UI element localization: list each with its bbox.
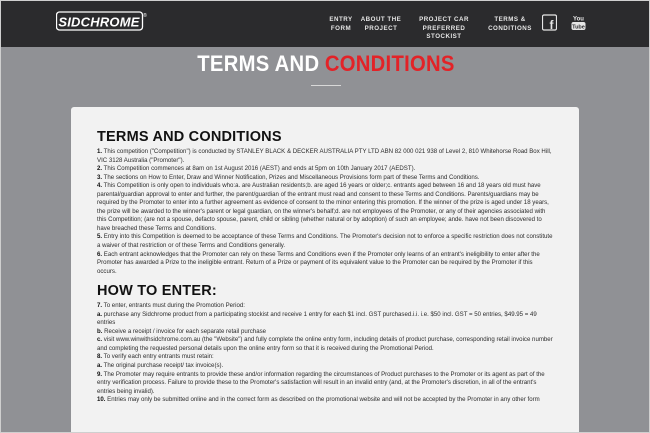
how-to-enter-heading: HOW TO ENTER: (97, 283, 217, 300)
clause-number: 7. (97, 302, 103, 310)
clause (97, 174, 553, 183)
clause-number: c. (97, 336, 103, 344)
nav-about-project[interactable] (360, 16, 402, 33)
clause-number: 6. (97, 250, 103, 258)
site-header (1, 1, 650, 47)
facebook-icon[interactable] (542, 14, 557, 31)
clause-text: Receive a receipt / invoice for each separate retail purchase (102, 327, 267, 335)
nav-label-line1: ENTRY (329, 16, 353, 23)
clause-number: a. (97, 362, 103, 370)
clause-text: The Promoter may require entrants to provide these and/or information regarding the circumstances of Product purchases to the Promoter or its agent as part of the entry verification process. Failure to provide these to the Promoter's satisfaction will result in an invalid entry (and, at the Promoter's discretion, in all of the entrant's entries being invalid). (97, 370, 545, 395)
logo-text: SIDCHROME (58, 14, 140, 30)
svg-text:f: f (549, 18, 554, 31)
clause (97, 362, 553, 371)
clause (97, 328, 553, 337)
clause (97, 233, 553, 250)
clause (97, 311, 553, 328)
clause-number: 1. (97, 148, 103, 155)
nav-terms-conditions[interactable] (487, 16, 533, 33)
clause-number: 3. (97, 173, 103, 181)
clause (97, 302, 553, 311)
clause-text: The sections on How to Enter, Draw and Winner Notification, Prizes and Miscellaneous Provisions form part of these Terms and Conditions. (102, 173, 480, 181)
svg-text:Tube: Tube (572, 24, 585, 31)
how-to-enter-list (97, 302, 553, 405)
clause-number: 2. (97, 165, 103, 173)
clause-number: 8. (97, 353, 103, 361)
clause-text: Entries may only be submitted online and in the correct form as described on the promotional website and will not be accepted by the Promoter in any other form (105, 396, 540, 404)
clause (97, 353, 553, 362)
clause-number: 4. (97, 182, 103, 190)
title-divider (311, 85, 341, 86)
page-title-red: CONDITIONS (324, 51, 455, 76)
nav-entry-form[interactable] (326, 16, 356, 33)
nav-label-line1: TERMS & (494, 16, 526, 23)
page-title (27, 51, 625, 77)
registered-mark: ® (143, 13, 147, 19)
page-title-white: TERMS AND (197, 51, 320, 76)
clause-text: This competition ("Competition") is conducted by STANLEY BLACK & DECKER AUSTRALIA PTY LTD ABN 82 000 021 938 of Level 2, 810 Whitehorse Road Box Hill, VIC 3128 Australia ("Promoter"). (97, 148, 552, 164)
clause-number: b. (97, 327, 103, 335)
clause-number: 10. (97, 396, 106, 404)
terms-list (97, 148, 553, 276)
nav-label-line2: CONDITIONS (488, 24, 532, 32)
clause (97, 165, 553, 174)
clause (97, 148, 553, 165)
clause-number: 5. (97, 233, 103, 241)
nav-label-line2: FORM (330, 24, 352, 32)
sidchrome-logo[interactable] (56, 9, 148, 35)
clause-text: Entry into this Competition is deemed to be acceptance of these Terms and Conditions. The Promoter's decision not to enforce a specific restriction does not constitute a waiver of that restriction or of these Terms and Conditions generally. (97, 233, 553, 250)
nav-label-line1: ABOUT THE (360, 16, 402, 23)
clause-text: To verify each entry entrants must retain: (102, 353, 214, 361)
clause (97, 396, 553, 405)
clause-text: visit www.winwithsidchrome.com.au (the "Website") and fully complete the online entry form, including details of product purchase, corresponding retail invoice number and completing the requested personal details upon the online entry form so that it is received during the Promotional Period. (97, 336, 553, 352)
clause (97, 371, 553, 397)
svg-text:You: You (573, 16, 584, 23)
clause-text: This Competition is only open to individuals who:a. are Australian residents;b. are aged 16 years or older;c. entrants aged between 16 and 18 years old must have parental/guardian approval to enter and further, the parent/guardian of the entrant must read and consent to these Terms and Conditions. Parents/guardians may be required by the Promoter to enter into a further agreement as evidence of consent to the minor entering this promotion. If the winner of the prize is aged under 18 years, the prize will be awarded to the winner's parent or legal guardian, on the winner's behalf;d. are not employees of the Promoter, or any of their agencies associated with this Competition; (are not a spouse, defacto spouse, parent, child or sibling (whether natural or by adoption) of such an employee; ande. have not been discovered to have breached these Terms and Conditions. (97, 182, 549, 232)
nav-preferred-stockist[interactable] (409, 16, 479, 42)
nav-label-line2: PREFERRED STOCKIST (422, 24, 466, 40)
nav-label-line2: PROJECT (364, 24, 398, 32)
nav-label-line1: PROJECT CAR (419, 16, 469, 23)
clause-text: To enter, entrants must during the Promotion Period: (102, 302, 245, 310)
terms-card (71, 107, 579, 433)
clause-text: Each entrant acknowledges that the Promoter can rely on these Terms and Conditions even if the Promoter only learns of an entrant's ineligibility to enter after the Promoter has awarded a Prize to the ineligible entrant. Return of a Prize or payment of its equivalent value to the Promoter can be required by the Promoter if this occurs. (97, 250, 540, 275)
terms-heading: TERMS AND CONDITIONS (97, 129, 282, 145)
clause-text: This Competition commences at 8am on 1st August 2016 (AEST) and ends at 5pm on 10th January 2017 (AEDST). (102, 165, 416, 173)
youtube-icon[interactable] (571, 14, 586, 31)
clause-text: purchase any Sidchrome product from a participating stockist and receive 1 entry for each $1 incl. GST purchased.i.i. i.e. $50 incl. GST = 50 entries, $49.95 = 49 entries (97, 310, 537, 327)
clause (97, 336, 553, 353)
clause-text: The original purchase receipt/ tax invoice(s). (102, 362, 224, 370)
clause-number: 9. (97, 370, 103, 378)
clause-number: a. (97, 310, 103, 318)
clause (97, 251, 553, 277)
clause (97, 182, 553, 233)
